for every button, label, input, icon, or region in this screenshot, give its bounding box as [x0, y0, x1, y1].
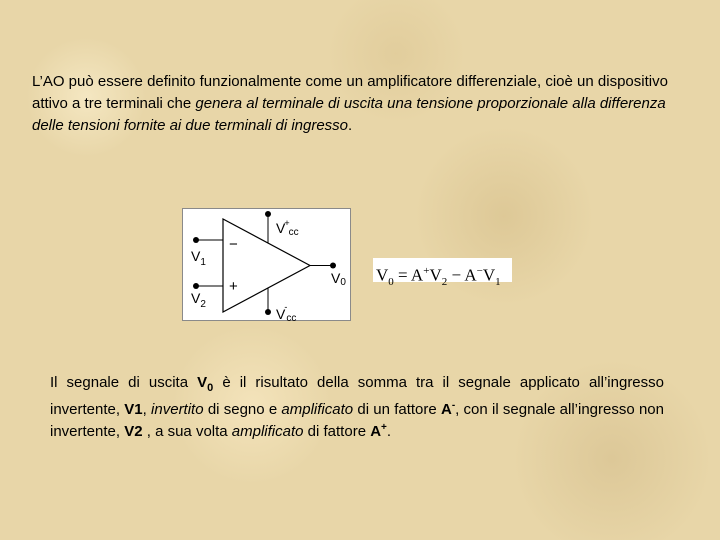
inverting-sign: − — [229, 236, 238, 253]
intro-paragraph — [32, 71, 692, 137]
formula-sup-minus: − — [476, 265, 483, 277]
explanation-text: di fattore — [303, 423, 371, 440]
op-amp-schematic — [183, 209, 352, 322]
v1-symbol: V1 — [124, 401, 143, 418]
op-amp-diagram — [182, 208, 351, 321]
v2-label: $V_2$ — [191, 290, 206, 310]
intro-text-1: L’AO può essere definito funzionalmente come un amplificatore differenziale, cioè un dispositivo attivo a tre terminali che — [32, 73, 668, 112]
v2-terminal — [193, 283, 199, 289]
formula-v2: V — [429, 265, 442, 285]
explanation-text: , con il segnale all’ingresso non invertente, — [50, 401, 664, 440]
vcc-pos-terminal — [265, 211, 271, 217]
v0-label: V0 — [331, 270, 346, 288]
explanation-text: è il risultato della somma tra il segnale applicato all’ingresso invertente, — [50, 374, 664, 418]
explanation-text: di segno e — [203, 401, 282, 418]
formula-v1: V — [482, 265, 496, 285]
formula-minus: − A — [447, 265, 477, 285]
intro-text-3: . — [348, 117, 353, 134]
intro-text-italic: genera al terminale di uscita una tensione proporzionale alla differenza delle tensioni fornite ai due terminali di ingresso — [32, 95, 666, 134]
v1-terminal — [193, 237, 199, 243]
vcc-neg-label: V-cc — [276, 302, 297, 322]
v1-label: $V_1$ — [191, 248, 206, 268]
explanation-text: Il segnale di uscita — [50, 374, 198, 391]
explanation-text: , a sua volta — [142, 423, 232, 440]
vcc-pos-label: V+cc — [276, 218, 299, 238]
v2-symbol: V2 — [124, 423, 143, 440]
non-inverting-sign: + — [229, 278, 238, 295]
formula-sub2: 2 — [441, 276, 448, 289]
amplificato-emphasis: amplificato — [231, 423, 304, 440]
a-plus-symbol: A+ — [370, 422, 387, 440]
formula-sub1: 1 — [495, 276, 501, 289]
vcc-neg-terminal — [265, 309, 271, 315]
v0-symbol: $V_0$ — [197, 374, 214, 394]
explanation-text: di un fattore — [353, 401, 441, 418]
formula-sup-plus: + — [423, 265, 430, 277]
amplificato-emphasis: amplificato — [281, 401, 354, 418]
formula-sub0: 0 — [388, 276, 394, 289]
explanation-text: , — [142, 401, 152, 418]
a-minus-symbol: A- — [440, 400, 456, 418]
formula-eq: = A — [393, 265, 424, 285]
invertito-emphasis: invertito — [151, 401, 204, 418]
output-terminal — [330, 263, 336, 269]
explanation-paragraph — [50, 372, 664, 443]
gain-formula — [373, 258, 512, 289]
formula-v0: V — [376, 265, 389, 285]
explanation-text: . — [386, 423, 392, 440]
